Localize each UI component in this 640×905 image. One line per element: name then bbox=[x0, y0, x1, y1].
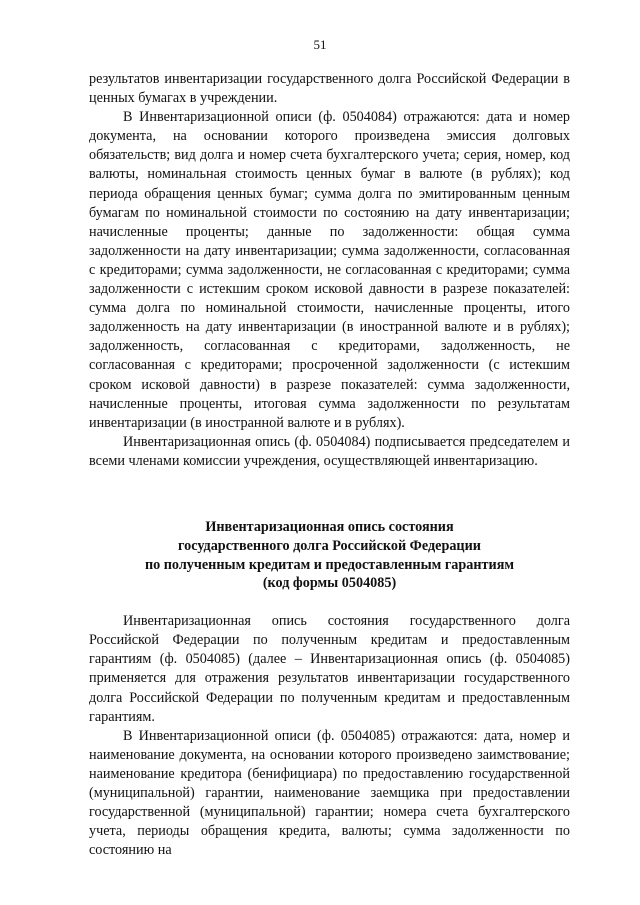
paragraph-form-0504084-contents: В Инвентаризационной описи (ф. 0504084) отражаются: дата и номер документа, на основании которого произведена эмиссия долговых обязательств; вид долга и номер счета бухгалтерского учета; серия, номер, код валюты, номинальная стоимость ценных бумаг в валюте (в рублях); код периода обращения ценных бумаг; сумма долга по эмитированным ценным бумагам по номинальной стоимости по состоянию на дату инвентаризации; начисленные проценты; данные по задолженности: общая сумма задолженности на дату инвентаризации; сумма задолженности, согласованная с кредиторами; сумма задолженности, не согласованная с кредиторами; сумма задолженности с истекшим сроком исковой давности в разрезе показателей: сумма долга по номинальной стоимости, начисленные проценты, итого задолженность на дату инвентаризации (в иностранной валюте и в рублях); задолженность, согласованная с кредиторами, задолженность, не согласованная с кредиторами; просроченной задолженности (с истекшим сроком исковой давности) в разрезе показателей: сумма задолженности, начисленные проценты, итоговая сумма задолженности по результатам инвентаризации (в иностранной валюте и в рублях). bbox=[89, 109, 570, 431]
section-heading bbox=[89, 518, 570, 593]
paragraph-form-0504085-contents: В Инвентаризационной описи (ф. 0504085) отражаются: дата, номер и наименование документа, на основании которого произведено заимствование; наименование кредитора (бенифициара) по предоставлению государственной (муниципальной) гарантии, наименование заемщика при предоставлении государственной (муниципальной) гарантии; номера счета бухгалтерского учета, периоды обращения кредита, валюты; сумма задолженности по состоянию на bbox=[89, 727, 570, 859]
paragraph-form-0504084-signature: Инвентаризационная опись (ф. 0504084) подписывается председателем и всеми членами комиссии учреждения, осуществляющей инвентаризацию. bbox=[89, 433, 570, 469]
document-body bbox=[89, 70, 570, 860]
paragraph-form-0504085-purpose: Инвентаризационная опись состояния государственного долга Российской Федерации по полученным кредитам и предоставленным гарантиям (ф. 0504085) (далее – Инвентаризационная опись (ф. 0504085) применяется для отражения результатов инвентаризации государственного долга Российской Федерации по полученным кредитам и предоставленным гарантиям. bbox=[89, 613, 570, 725]
page-number: 51 bbox=[313, 37, 327, 52]
section-title-line-3: по полученным кредитам и предоставленным гарантиям bbox=[144, 556, 515, 573]
spacer bbox=[89, 593, 570, 612]
paragraph-intro-continuation: результатов инвентаризации государственного долга Российской Федерации в ценных бумагах в учреждении. bbox=[89, 71, 570, 107]
section-title-line-1: Инвентаризационная опись состояния bbox=[205, 518, 454, 535]
section-title-line-2: государственного долга Российской Федерации bbox=[178, 537, 481, 554]
section-form-code: (код формы 0504085) bbox=[262, 575, 397, 592]
spacer bbox=[89, 471, 570, 518]
